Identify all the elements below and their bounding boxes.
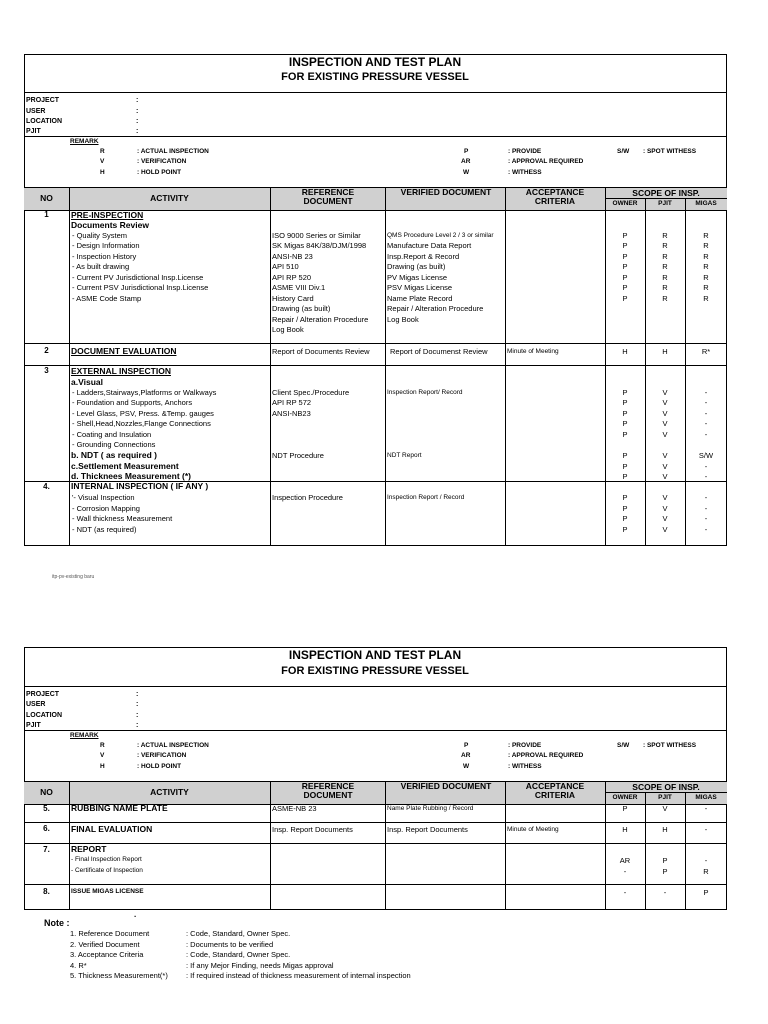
row6-acceptance: Minute of Meeting [507,826,559,833]
s1-activity: - Current PV Jurisdictional Insp.License [72,273,204,282]
remark-code-v: V [100,158,105,165]
row8-activity: ISSUE MIGAS LICENSE [71,888,144,895]
s1-migas: R [703,294,709,303]
s3-activity: - Coating and Insulation [72,430,152,439]
remark-heading: REMARK [70,732,99,739]
s1-activity: - Current PSV Jurisdictional Insp.License [72,283,209,292]
row7-title: REPORT [71,844,107,854]
row6-pjit: H [662,825,668,834]
notes-heading: Note : [44,918,70,928]
row6-verified: Insp. Report Documents [387,825,468,834]
s1-no: 1 [44,210,49,219]
row5-verified: Name Plate Rubbing / Record [387,805,474,812]
row7-migas: R [703,867,709,876]
row6-activity: FINAL EVALUATION [71,824,153,834]
s1-owner: P [622,262,628,271]
s4-migas: - [704,493,708,502]
s3-activity: - Level Glass, PSV, Press. &Temp. gauges [72,409,214,418]
header-no: NO [40,787,53,797]
s1-reference: ASME VIII Div.1 [272,283,326,292]
s1-reference: ISO 9000 Series or Similar [272,231,361,240]
remark-code-w: W [463,169,470,176]
s1-owner: P [622,273,628,282]
user-label: USER [26,108,46,115]
s3-activity: - Grounding Connections [72,440,156,449]
s1-pjit: R [662,273,668,282]
remark-code-r: R [100,742,105,749]
s4-pjit: V [662,514,668,523]
project-label: PROJECT [26,97,60,104]
header-pjit: PJIT [658,200,672,207]
project-sep: : [136,97,139,104]
note-label: 4. R* [70,961,87,970]
s3-ndt-pjit: V [662,451,668,460]
s3-activity: - Ladders,Stairways,Platforms or Walkways [72,388,217,397]
s1-migas: R [703,231,709,240]
s3-ndt-migas: S/W [698,451,714,460]
header-acceptance: ACCEPTANCE CRITERIA [525,187,585,206]
s3-owner: P [622,398,628,407]
s3-migas: - [704,388,708,397]
user-sep: : [136,701,139,708]
s4-pjit: V [662,525,668,534]
s1-reference: API 510 [272,262,299,271]
remark-desc-v: : VERIFICATION [137,752,187,759]
s1-owner: P [622,231,628,240]
s1-migas: R [703,241,709,250]
s3-ndt-verified: NDT Report [387,452,422,459]
row8-pjit: - [663,888,667,897]
row7-migas: - [704,856,708,865]
pjit-sep: : [136,128,139,135]
header-activity: ACTIVITY [150,193,189,203]
remark-desc-r: : ACTUAL INSPECTION [137,148,209,155]
s3-migas: - [704,409,708,418]
s1-pjit: R [662,241,668,250]
s1-migas: R [703,283,709,292]
remark-code-w: W [463,763,470,770]
remark-desc-v: : VERIFICATION [137,158,187,165]
s4-migas: - [704,504,708,513]
remark-desc-w: : WITHESS [508,763,542,770]
row6-reference: Insp. Report Documents [272,825,353,834]
s2-no: 2 [44,346,49,355]
header-acceptance: ACCEPTANCE CRITERIA [525,781,585,800]
s1-reference: Drawing (as built) [272,304,331,313]
s4-owner: P [622,514,628,523]
row5-reference: ASME-NB 23 [272,804,317,813]
s3-pjit: V [662,419,668,428]
s1-activity: - Quality System [72,231,128,240]
s1-verified: Drawing (as built) [387,262,446,271]
location-label: LOCATION [26,118,63,125]
row8-migas: P [703,888,709,897]
s1-pjit: R [662,262,668,271]
page1-footer: itp-pv-existing baru [52,574,95,580]
note-desc: : If any Mejor Finding, needs Migas approval [186,961,334,970]
s1-owner: P [622,294,628,303]
row5-migas: - [704,804,708,813]
s1-pjit: R [662,231,668,240]
s1-title: PRE-INSPECTION [71,210,144,220]
s4-verified: Inspection Report / Record [387,494,465,501]
plan-subtitle: FOR EXISTING PRESSURE VESSEL [281,665,469,677]
header-pjit: PJIT [658,794,672,801]
remark-desc-w: : WITHESS [508,169,542,176]
s1-reference: Repair / Alteration Procedure [272,315,369,324]
plan-title: INSPECTION AND TEST PLAN [288,55,462,69]
header-owner: OWNER [612,200,638,207]
s4-pjit: V [662,493,668,502]
s1-migas: R [703,273,709,282]
s1-pjit: R [662,294,668,303]
s3-no: 3 [44,366,49,375]
s1-activity: - Inspection History [72,252,137,261]
header-verified: VERIFIED DOCUMENT [400,781,492,791]
header-no: NO [40,193,53,203]
remark-desc-r: : ACTUAL INSPECTION [137,742,209,749]
row7-activity: - Final Inspection Report [71,856,142,863]
s3-verified: Inspection Report/ Record [387,389,463,396]
s4-owner: P [622,504,628,513]
s1-owner: P [622,241,628,250]
s2-migas: R* [701,347,711,356]
s4-owner: P [622,525,628,534]
header-reference: REFERENCE DOCUMENT [301,187,355,206]
s2-owner: H [622,347,628,356]
row5-no: 5. [43,804,50,813]
s2-title: DOCUMENT EVALUATION [71,346,177,356]
row6-no: 6. [43,824,50,833]
header-reference: REFERENCE DOCUMENT [301,781,355,800]
s1-verified: Name Plate Record [387,294,453,303]
s3-pjit: V [662,430,668,439]
s1-verified: PSV Migas License [387,283,453,292]
s1-verified: QMS Procedure Level 2 / 3 or similar [387,232,494,239]
notes-dot: . [134,910,137,919]
s1-verified: Repair / Alteration Procedure [387,304,484,313]
remark-desc-p: : PROVIDE [508,742,542,749]
s2-verified: Report of Documenst Review [390,347,488,356]
remark-code-h: H [100,763,105,770]
s3-thickness-migas: - [704,472,708,481]
s4-migas: - [704,525,708,534]
remark-code-p: P [464,148,469,155]
remark-code-v: V [100,752,105,759]
note-desc: : Documents to be verified [186,940,274,949]
note-desc: : If required instead of thickness measurement of internal inspection [186,971,411,980]
s3-pjit: V [662,409,668,418]
remark-desc-p: : PROVIDE [508,148,542,155]
note-label: 2. Verified Document [70,940,140,949]
s3-owner: P [622,409,628,418]
pjit-label: PJIT [26,722,41,729]
s1-owner: P [622,283,628,292]
s3-thickness: d. Thicknees Measurement (*) [71,471,191,481]
row6-owner: H [622,825,628,834]
remark-desc-h: : HOLD POINT [137,169,182,176]
s3-migas: - [704,430,708,439]
s1-reference: SK Migas 84K/38/DJM/1998 [272,241,367,250]
s2-acceptance: Minute of Meeting [507,348,559,355]
pjit-label: PJIT [26,128,41,135]
s3-settlement: c.Settlement Measurement [71,461,179,471]
s1-subtitle: Documents Review [71,220,149,230]
plan-title: INSPECTION AND TEST PLAN [288,648,462,662]
s4-no: 4. [43,482,50,491]
s3-migas: - [704,419,708,428]
header-migas: MIGAS [695,794,717,801]
row7-pjit: P [662,867,668,876]
project-sep: : [136,691,139,698]
note-desc: : Code, Standard, Owner Spec. [186,950,291,959]
header-owner: OWNER [612,794,638,801]
header-verified: VERIFIED DOCUMENT [400,187,492,197]
s4-owner: P [622,493,628,502]
s1-pjit: R [662,252,668,261]
row7-owner: - [623,867,627,876]
row8-owner: - [623,888,627,897]
remark-desc-h: : HOLD POINT [137,763,182,770]
s3-pjit: V [662,388,668,397]
location-label: LOCATION [26,712,63,719]
row7-no: 7. [43,845,50,854]
s4-activity: - NDT (as required) [72,525,137,534]
remark-heading: REMARK [70,138,99,145]
remark-code-h: H [100,169,105,176]
s2-pjit: H [662,347,668,356]
s3-owner: P [622,419,628,428]
s3-migas: - [704,398,708,407]
remark-desc-ar: : APPROVAL REQUIRED [508,752,584,759]
user-label: USER [26,701,46,708]
pjit-sep: : [136,722,139,729]
s4-reference: Inspection Procedure [272,493,343,502]
note-desc: : Code, Standard, Owner Spec. [186,929,291,938]
remark-desc-sw: : SPOT WITHESS [643,148,697,155]
note-label: 5. Thickness Measurement(*) [70,971,168,980]
s3-thickness-owner: P [622,472,628,481]
note-label: 3. Acceptance Criteria [70,950,144,959]
s1-verified: PV Migas License [387,273,448,282]
s3-reference: Client Spec./Procedure [272,388,350,397]
header-migas: MIGAS [695,200,717,207]
s3-settlement-owner: P [622,462,628,471]
remark-desc-ar: : APPROVAL REQUIRED [508,158,584,165]
s4-activity: - Corrosion Mapping [72,504,140,513]
s1-verified: Manufacture Data Report [387,241,472,250]
s1-activity: - As built drawing [72,262,130,271]
s1-activity: - Design Information [72,241,140,250]
s3-subtitle: a.Visual [71,377,103,387]
header-scope: SCOPE OF INSP. [632,188,700,198]
remark-code-p: P [464,742,469,749]
s4-migas: - [704,514,708,523]
remark-code-ar: AR [461,752,471,759]
row7-owner: AR [619,856,631,865]
row7-activity: - Certificate of Inspection [71,867,143,874]
s1-reference: History Card [272,294,314,303]
row7-pjit: P [662,856,668,865]
location-sep: : [136,712,139,719]
header-scope: SCOPE OF INSP. [632,782,700,792]
s3-activity: - Foundation and Supports, Anchors [72,398,193,407]
s3-activity: - Shell,Head,Nozzles,Flange Connections [72,419,211,428]
s3-settlement-pjit: V [662,462,668,471]
s2-reference: Report of Documents Review [272,347,370,356]
s3-owner: P [622,388,628,397]
s3-reference: ANSI-NB23 [272,409,311,418]
remark-code-sw: S/W [617,742,630,749]
row8-no: 8. [43,887,50,896]
s3-reference: API RP 572 [272,398,312,407]
s3-ndt-owner: P [622,451,628,460]
s1-reference: API RP 520 [272,273,312,282]
s4-title: INTERNAL INSPECTION ( IF ANY ) [71,481,209,491]
s4-activity: - Wall thickness Measurement [72,514,173,523]
header-activity: ACTIVITY [150,787,189,797]
s3-ndt-reference: NDT Procedure [272,451,324,460]
s1-owner: P [622,252,628,261]
s3-settlement-migas: - [704,462,708,471]
s1-migas: R [703,252,709,261]
row5-activity: RUBBING NAME PLATE [71,803,168,813]
s1-verified: Log Book [387,315,419,324]
project-label: PROJECT [26,691,60,698]
remark-code-r: R [100,148,105,155]
s1-reference: Log Book [272,325,304,334]
s1-reference: ANSI-NB 23 [272,252,313,261]
row5-pjit: V [662,804,668,813]
s1-activity: - ASME Code Stamp [72,294,142,303]
s3-ndt: b. NDT ( as required ) [71,450,157,460]
s4-activity: '- Visual Inspection [72,493,135,502]
s1-migas: R [703,262,709,271]
s3-title: EXTERNAL INSPECTION [71,366,171,376]
note-label: 1. Reference Document [70,929,150,938]
s1-pjit: R [662,283,668,292]
remark-code-sw: S/W [617,148,630,155]
row6-migas: - [704,825,708,834]
s3-pjit: V [662,398,668,407]
user-sep: : [136,108,139,115]
s1-verified: Insp.Report & Record [387,252,460,261]
s4-pjit: V [662,504,668,513]
s3-owner: P [622,430,628,439]
s3-thickness-pjit: V [662,472,668,481]
location-sep: : [136,118,139,125]
remark-code-ar: AR [461,158,471,165]
remark-desc-sw: : SPOT WITHESS [643,742,697,749]
plan-subtitle: FOR EXISTING PRESSURE VESSEL [281,71,469,83]
row5-owner: P [622,804,628,813]
